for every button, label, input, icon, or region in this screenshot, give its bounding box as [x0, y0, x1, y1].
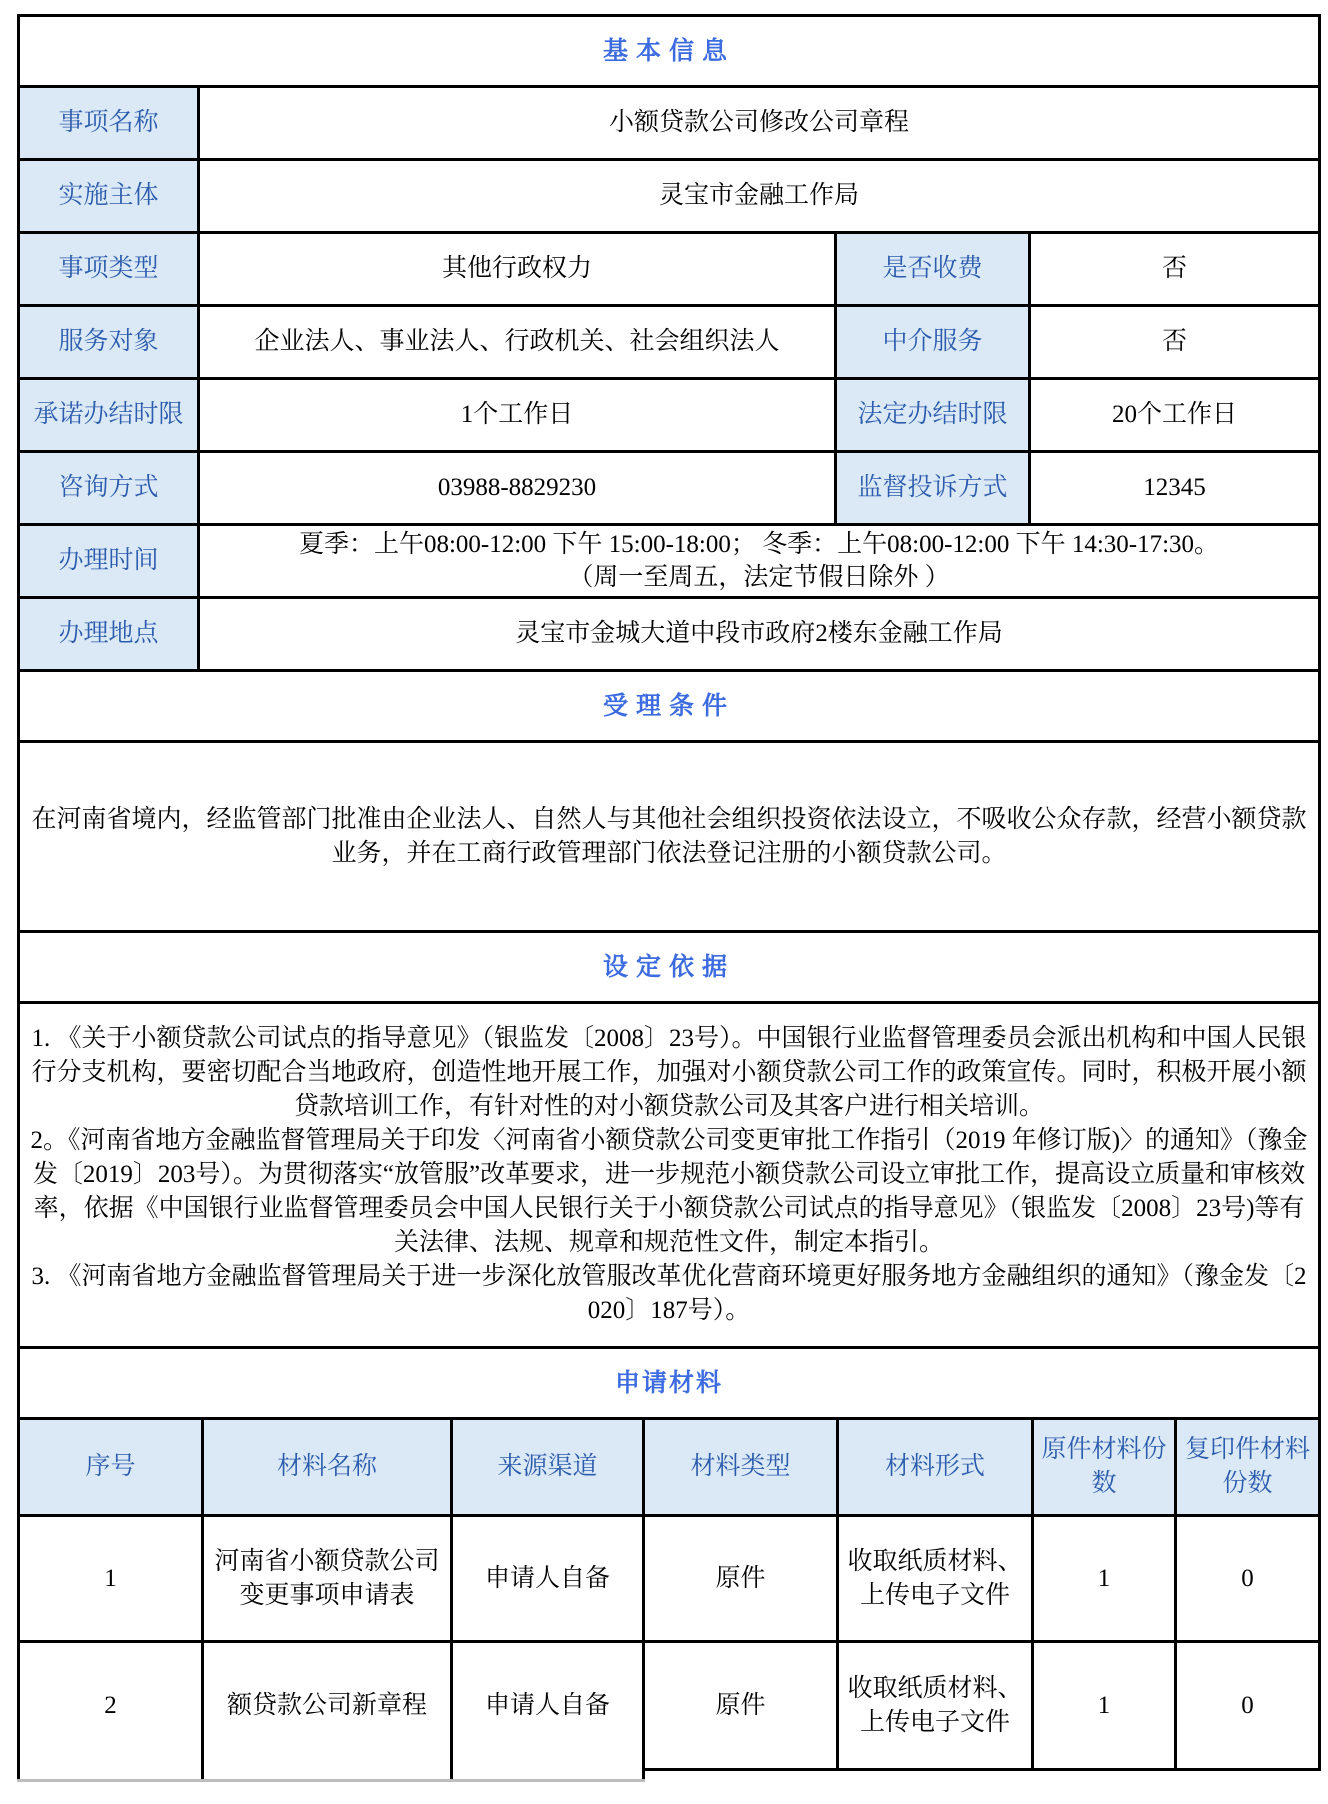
basic-info-table	[17, 14, 1321, 672]
acceptance-table	[17, 669, 1321, 933]
field-label-agency-service: 中介服务	[836, 306, 1030, 379]
field-label-item-name: 事项名称	[19, 87, 199, 160]
materials-header-copy-count: 复印件材料份数	[1176, 1419, 1320, 1516]
field-value-consult: 03988-8829230	[199, 452, 836, 525]
field-label-consult: 咨询方式	[19, 452, 199, 525]
field-value-location: 灵宝市金城大道中段市政府2楼东金融工作局	[199, 598, 1320, 671]
materials-partial-cell	[1033, 1770, 1176, 1781]
field-value-item-name: 小额贷款公司修改公司章程	[199, 87, 1320, 160]
materials-header-row	[19, 1419, 1320, 1516]
materials-cell-name: 额贷款公司新章程	[203, 1642, 452, 1770]
field-label-legal-time: 法定办结时限	[836, 379, 1030, 452]
field-label-item-type: 事项类型	[19, 233, 199, 306]
materials-header-original-count: 原件材料份数	[1033, 1419, 1176, 1516]
field-value-legal-time: 20个工作日	[1030, 379, 1320, 452]
materials-table	[17, 1346, 1321, 1782]
legal-basis-title-row	[19, 932, 1320, 1003]
field-value-implementer: 灵宝市金融工作局	[199, 160, 1320, 233]
materials-cell-form: 收取纸质材料、上传电子文件	[838, 1516, 1033, 1642]
materials-header-seq: 序号	[19, 1419, 203, 1516]
legal-basis-content-row	[19, 1003, 1320, 1348]
section-title-legal-basis: 设定依据	[19, 932, 1320, 1003]
row-consult	[19, 452, 1320, 525]
section-title-materials: 申请材料	[19, 1348, 1320, 1419]
row-implementer	[19, 160, 1320, 233]
materials-header-source: 来源渠道	[452, 1419, 644, 1516]
materials-cell-seq: 1	[19, 1516, 203, 1642]
materials-cell-copy-count: 0	[1176, 1516, 1320, 1642]
document-content	[17, 14, 1318, 1782]
office-hours-line1: 夏季：上午08:00-12:00 下午 15:00-18:00； 冬季：上午08:00-12:00 下午 14:30-17:30。	[298, 531, 1220, 558]
materials-cell-seq: 2	[19, 1642, 203, 1770]
materials-header-type: 材料类型	[644, 1419, 838, 1516]
materials-partial-cell	[452, 1770, 644, 1781]
row-promised-time	[19, 379, 1320, 452]
field-value-service-target: 企业法人、事业法人、行政机关、社会组织法人	[199, 306, 836, 379]
materials-cell-original-count: 1	[1033, 1516, 1176, 1642]
field-label-location: 办理地点	[19, 598, 199, 671]
field-value-complaint: 12345	[1030, 452, 1320, 525]
field-label-office-hours: 办理时间	[19, 525, 199, 598]
materials-cell-form: 收取纸质材料、上传电子文件	[838, 1642, 1033, 1770]
legal-basis-item: 3. 《河南省地方金融监督管理局关于进一步深化放管服改革优化营商环境更好服务地方金融组织的通知》（豫金发〔2020〕187号）。	[31, 1263, 1307, 1324]
materials-header-form: 材料形式	[838, 1419, 1033, 1516]
row-service-target	[19, 306, 1320, 379]
field-label-complaint: 监督投诉方式	[836, 452, 1030, 525]
materials-partial-cell	[1176, 1770, 1320, 1781]
field-label-charge: 是否收费	[836, 233, 1030, 306]
materials-header-name: 材料名称	[203, 1419, 452, 1516]
row-office-hours	[19, 525, 1320, 598]
materials-partial-cell	[19, 1770, 203, 1781]
field-value-item-type: 其他行政权力	[199, 233, 836, 306]
row-location	[19, 598, 1320, 671]
materials-partial-cell	[644, 1770, 838, 1781]
field-label-promised-time: 承诺办结时限	[19, 379, 199, 452]
basic-info-title-row	[19, 16, 1320, 87]
row-item-name	[19, 87, 1320, 160]
materials-partial-cell	[838, 1770, 1033, 1781]
materials-cell-type: 原件	[644, 1642, 838, 1770]
legal-basis-item: 2。《河南省地方金融监督管理局关于印发〈河南省小额贷款公司变更审批工作指引（2019 年修订版)〉的通知》（豫金发〔2019〕203号）。为贯彻落实“放管服”改革要求，进一步规范小额贷款公司设立审批工作，提高设立质量和审核效率，依据《中国银行业监督管理委员会中国人民银行关于小额贷款公司试点的指导意见》（银监发〔2008〕23号)等有关法律、法规、规章和规范性文件，制定本指引。	[30, 1127, 1308, 1256]
materials-row	[19, 1642, 1320, 1770]
materials-cell-original-count: 1	[1033, 1642, 1176, 1770]
acceptance-title-row	[19, 671, 1320, 742]
field-label-implementer: 实施主体	[19, 160, 199, 233]
field-label-service-target: 服务对象	[19, 306, 199, 379]
section-title-basic-info: 基本信息	[19, 16, 1320, 87]
materials-cell-source: 申请人自备	[452, 1642, 644, 1770]
materials-cell-source: 申请人自备	[452, 1516, 644, 1642]
field-value-agency-service: 否	[1030, 306, 1320, 379]
field-value-charge: 否	[1030, 233, 1320, 306]
field-value-promised-time: 1个工作日	[199, 379, 836, 452]
materials-cell-type: 原件	[644, 1516, 838, 1642]
materials-partial-row	[19, 1770, 1320, 1781]
legal-basis-table	[17, 930, 1321, 1349]
legal-basis-item: 1. 《关于小额贷款公司试点的指导意见》（银监发〔2008〕23号）。中国银行业监督管理委员会派出机构和中国人民银行分支机构，要密切配合当地政府，创造性地开展工作，加强对小额贷款公司工作的政策宣传。同时，积极开展小额贷款培训工作，有针对性的对小额贷款公司及其客户进行相关培训。	[31, 1025, 1307, 1120]
row-item-type	[19, 233, 1320, 306]
field-value-office-hours	[199, 525, 1320, 598]
legal-basis-content	[19, 1003, 1320, 1348]
materials-partial-cell	[203, 1770, 452, 1781]
materials-cell-name: 河南省小额贷款公司变更事项申请表	[203, 1516, 452, 1642]
acceptance-content: 在河南省境内，经监管部门批准由企业法人、自然人与其他社会组织投资依法设立，不吸收公众存款，经营小额贷款业务，并在工商行政管理部门依法登记注册的小额贷款公司。	[19, 742, 1320, 932]
acceptance-content-row	[19, 742, 1320, 932]
section-title-acceptance: 受理条件	[19, 671, 1320, 742]
materials-title-row	[19, 1348, 1320, 1419]
materials-row	[19, 1516, 1320, 1642]
office-hours-line2: （周一至周五，法定节假日除外 ）	[568, 564, 950, 591]
materials-cell-copy-count: 0	[1176, 1642, 1320, 1770]
